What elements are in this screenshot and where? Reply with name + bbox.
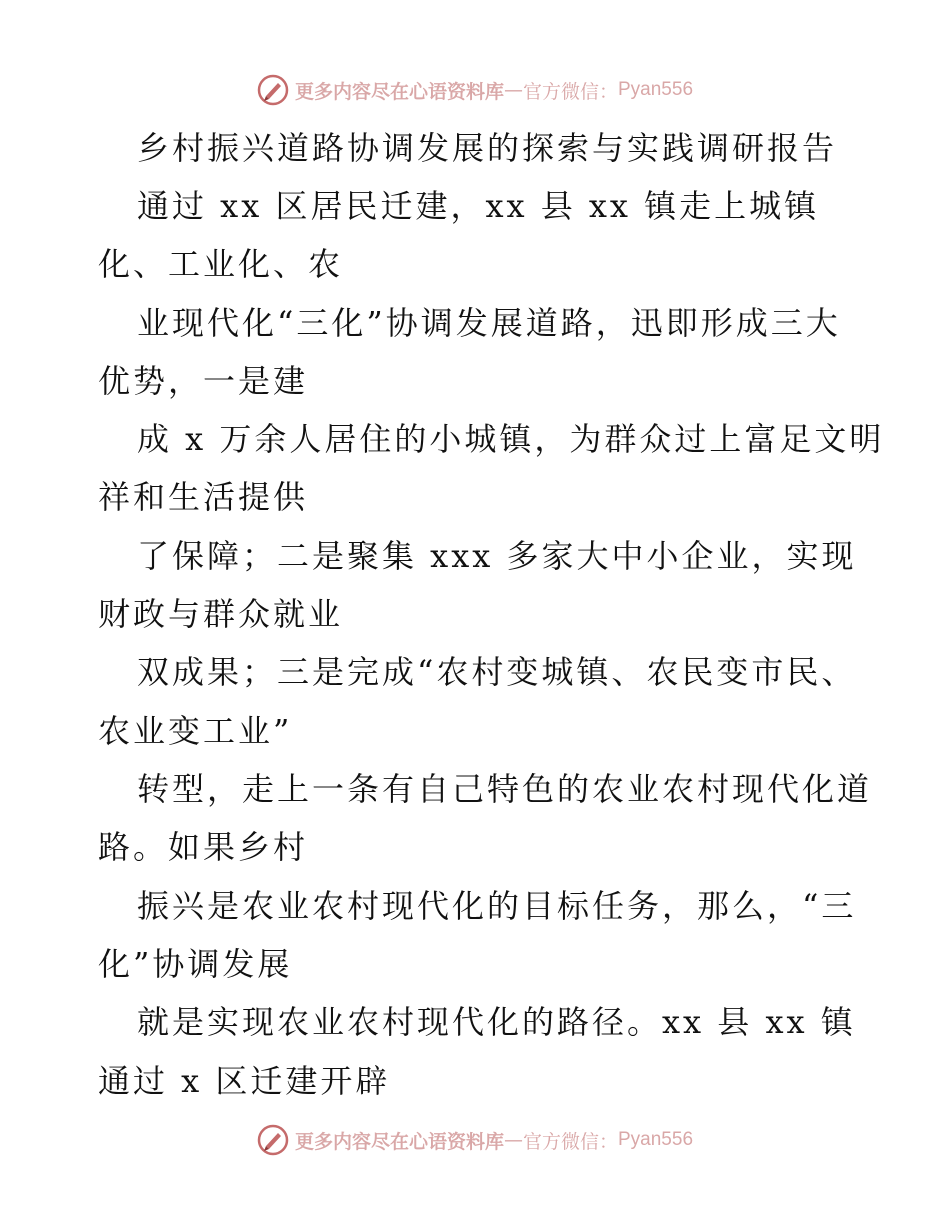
header-watermark bbox=[0, 70, 950, 110]
document-title: 乡村振兴道路协调发展的探索与实践调研报告 bbox=[137, 129, 838, 167]
watermark-separator: — bbox=[503, 1129, 523, 1151]
watermark-wechat-label: 官方微信： bbox=[522, 1130, 618, 1153]
paragraph-line: 路。如果乡村 bbox=[98, 828, 309, 866]
paragraph-line: 通过 xx 区居民迁建，xx 县 xx 镇走上城镇 bbox=[137, 187, 820, 225]
paragraph-line: 化、工业化、农 bbox=[98, 245, 344, 283]
paragraph-line: 就是实现农业农村现代化的路径。xx 县 xx 镇 bbox=[137, 1003, 856, 1041]
watermark-brand: 更多内容尽在心语资料库 bbox=[294, 80, 504, 103]
paragraph-line: 成 x 万余人居住的小城镇，为群众过上富足文明 bbox=[137, 420, 885, 458]
paragraph-line: 转型，走上一条有自己特色的农业农村现代化道 bbox=[137, 770, 873, 808]
pen-logo-icon bbox=[257, 74, 289, 106]
paragraph-line: 业现代化“三化”协调发展道路，迅即形成三大 bbox=[137, 304, 841, 342]
watermark-wechat-id: Pyan556 bbox=[618, 79, 694, 100]
paragraph-line: 财政与群众就业 bbox=[98, 595, 344, 633]
paragraph-line: 振兴是农业农村现代化的目标任务，那么，“三 bbox=[137, 887, 857, 925]
pen-logo-icon bbox=[257, 1124, 289, 1156]
paragraph-line: 化”协调发展 bbox=[98, 945, 293, 983]
watermark-wechat-id: Pyan556 bbox=[618, 1129, 694, 1150]
watermark-brand: 更多内容尽在心语资料库 bbox=[294, 1130, 504, 1153]
paragraph-line: 祥和生活提供 bbox=[98, 478, 309, 516]
watermark-separator: — bbox=[503, 79, 523, 101]
paragraph-line: 了保障；二是聚集 xxx 多家大中小企业，实现 bbox=[137, 537, 857, 575]
paragraph-line: 通过 x 区迁建开辟 bbox=[98, 1062, 391, 1100]
footer-watermark bbox=[0, 1120, 950, 1160]
paragraph-line: 双成果；三是完成“农村变城镇、农民变市民、 bbox=[137, 653, 857, 691]
watermark-wechat-label: 官方微信： bbox=[522, 80, 618, 103]
paragraph-line: 优势，一是建 bbox=[98, 362, 309, 400]
paragraph-line: 农业变工业” bbox=[98, 712, 293, 750]
